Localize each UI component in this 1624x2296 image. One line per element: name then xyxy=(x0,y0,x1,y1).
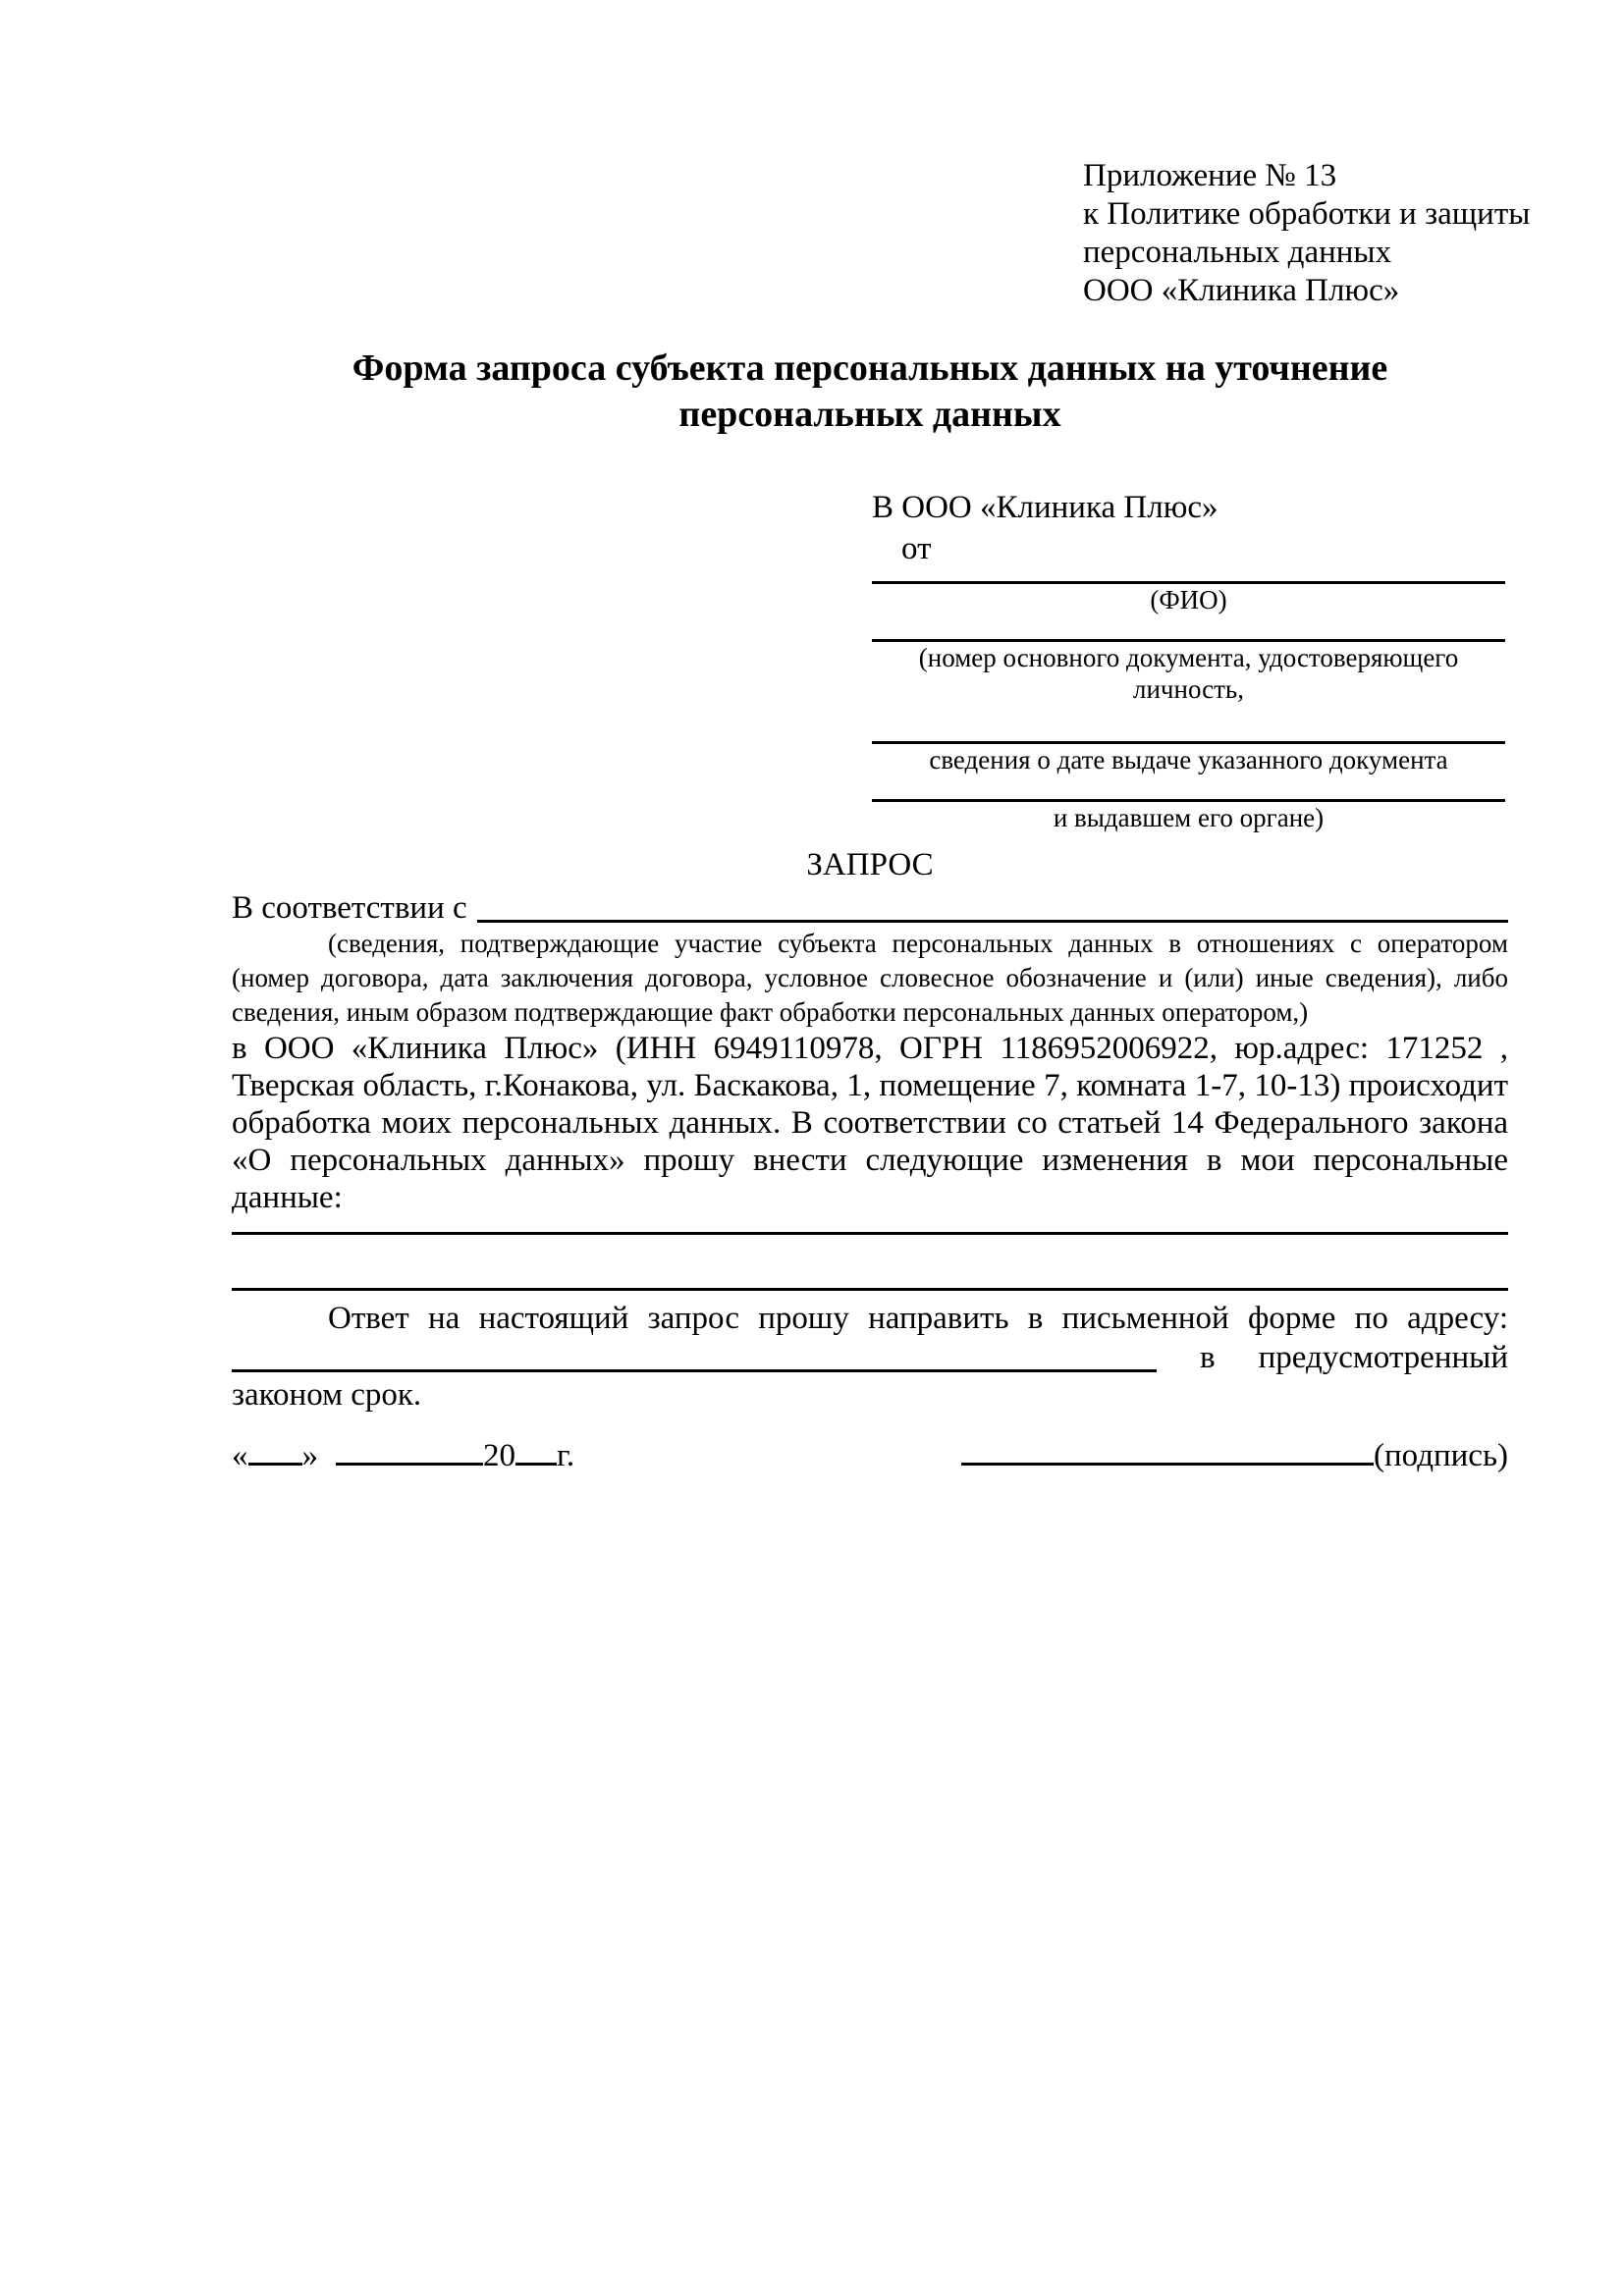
appendix-header xyxy=(1083,157,1530,310)
document-number-caption: (номер основного документа, удостоверяющего личность, xyxy=(918,643,1459,704)
recipient-from-label: от xyxy=(901,531,932,566)
request-body-paragraph: в ООО «Клиника Плюс» (ИНН 6949110978, ОГРН 1186952006922, юр.адрес: 171252 , Тверская область, г.Конакова, ул. Баскакова, 1, помещение 7, комната 1-7, 10-13) происходит обработка моих персональных данных. В соответствии со статьей 14 Федерального закона «О персональных данных» прошу внести следующие изменения в мои персональные данные: xyxy=(232,1031,1508,1215)
issuing-authority-caption: и выдавшем его органе) xyxy=(1053,803,1325,832)
accordance-line xyxy=(232,883,1508,927)
fio-blank-line xyxy=(872,569,1505,584)
date-year-blank xyxy=(515,1433,557,1466)
date-year-suffix: г. xyxy=(557,1438,575,1473)
appendix-policy-line2: персональных данных xyxy=(1083,235,1392,270)
document-title xyxy=(232,346,1508,438)
recipient-to: В ООО «Клиника Плюс» xyxy=(872,490,1218,525)
reply-word-predusmotrenny: предусмотренный xyxy=(1258,1340,1508,1375)
document-number-blank-line xyxy=(872,615,1505,642)
issuing-authority-blank-line xyxy=(872,775,1505,802)
appendix-company: ООО «Клиника Плюс» xyxy=(1083,273,1400,308)
reply-address-paragraph: Ответ на настоящий запрос прошу направить в письменной форме по адресу: xyxy=(328,1301,1508,1336)
reply-address-line xyxy=(232,1337,1508,1376)
address-blank-line xyxy=(232,1369,1157,1372)
date-quote-close: » xyxy=(301,1438,318,1473)
accordance-label: В соответствии с xyxy=(232,890,467,926)
request-section xyxy=(232,846,1508,1414)
changes-blank-line-2 xyxy=(232,1235,1508,1291)
date-quote-open: « xyxy=(232,1438,248,1473)
signature-blank-line xyxy=(961,1433,1374,1466)
date-field xyxy=(232,1433,574,1475)
appendix-number: Приложение № 13 xyxy=(1083,158,1337,193)
accordance-note: (сведения, подтверждающие участие субъекта персональных данных в отношениях с оператором (номер договора, дата заключения договора, условное словесное обозначение и (или) иные сведения), либо сведения, иным образом подтверждающие факт обработки персональных данных оператором,) xyxy=(232,929,1508,1027)
date-year-prefix: 20 xyxy=(483,1438,515,1473)
signature-caption: (подпись) xyxy=(1374,1438,1508,1473)
document-title-line2: персональных данных xyxy=(678,394,1061,435)
recipient-block xyxy=(872,487,1505,833)
date-day-blank xyxy=(248,1433,302,1466)
signature-field xyxy=(961,1433,1508,1475)
document-title-line1: Форма запроса субъекта персональных данных на уточнение xyxy=(352,347,1388,389)
fio-caption: (ФИО) xyxy=(1150,585,1227,614)
reply-word-v: в xyxy=(1200,1340,1216,1375)
changes-blank-line-1 xyxy=(232,1216,1508,1235)
signature-row xyxy=(232,1433,1508,1475)
date-month-blank xyxy=(336,1433,483,1466)
accordance-blank-line xyxy=(477,920,1508,923)
issue-date-blank-line xyxy=(872,705,1505,744)
reply-term-line: законом срок. xyxy=(232,1377,422,1413)
appendix-policy-line: к Политике обработки и защиты xyxy=(1083,196,1531,232)
request-heading: ЗАПРОС xyxy=(806,847,934,882)
issue-date-caption: сведения о дате выдаче указанного документа xyxy=(929,745,1448,774)
